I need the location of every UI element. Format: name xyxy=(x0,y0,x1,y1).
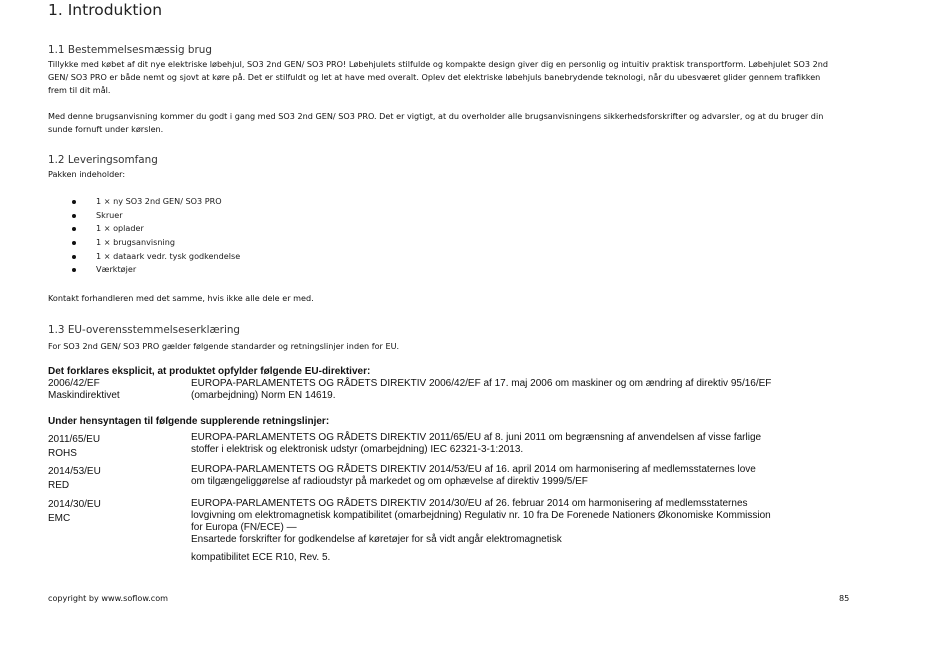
intended-use-paragraph-1 xyxy=(48,58,894,97)
list-item: 1 × brugsanvisning xyxy=(48,236,240,250)
bullet-icon xyxy=(72,255,76,259)
bullet-icon xyxy=(72,268,76,272)
delivery-note: Kontakt forhandleren med det samme, hvis ikke alle dele er med. xyxy=(48,293,314,303)
eu-directives-heading: Det forklares eksplicit, at produktet opfylder følgende EU-direktiver: xyxy=(48,366,371,377)
directive-code-2011-65: 2011/65/EU ROHS xyxy=(48,434,101,459)
chapter-heading: 1. Introduktion xyxy=(48,1,163,19)
eu-intro: For SO3 2nd GEN/ SO3 PRO gælder følgende standarder og retningslinjer inden for EU. xyxy=(48,341,400,351)
bullet-icon xyxy=(72,241,76,245)
paragraph-line: frem til dit mål. xyxy=(48,85,111,95)
directive-text-2011-65: EUROPA-PARLAMENTETS OG RÅDETS DIREKTIV 2011/65/EU af 8. juni 2011 om begrænsning af anvendelsen af visse farlige stoffer i elektrisk og elektronisk udstyr (omarbejdning) IEC 62321-3-1:2013. xyxy=(191,432,762,455)
delivery-intro: Pakken indeholder: xyxy=(48,169,126,179)
directive-text-2014-53: EUROPA-PARLAMENTETS OG RÅDETS DIREKTIV 2014/53/EU af 16. april 2014 om harmonisering af medlemsstaternes love om tilgængeliggørelse af radioudstyr på markedet og om ophævelse af direktiv 1999/5/EF xyxy=(191,464,756,487)
page-number: 85 xyxy=(839,593,850,603)
list-item: 1 × dataark vedr. tysk godkendelse xyxy=(48,250,240,264)
paragraph-line: sunde fornuft under kørslen. xyxy=(48,124,164,134)
bullet-icon xyxy=(72,227,76,231)
directive-code-2014-53: 2014/53/EU RED xyxy=(48,466,101,491)
intended-use-paragraph-2 xyxy=(48,110,894,136)
section-title-eu-declaration: 1.3 EU-overensstemmelseserklæring xyxy=(48,324,241,336)
list-item: 1 × oplader xyxy=(48,222,240,236)
list-item: Værktøjer xyxy=(48,263,240,277)
directive-code-2014-30: 2014/30/EU EMC xyxy=(48,499,101,524)
bullet-icon xyxy=(72,200,76,204)
bullet-icon xyxy=(72,214,76,218)
directive-text-2006-42: EUROPA-PARLAMENTETS OG RÅDETS DIREKTIV 2006/42/EF af 17. maj 2006 om maskiner og om ændring af direktiv 95/16/EF (omarbejdning) Norm EN 14619. xyxy=(191,378,772,401)
list-item: 1 × ny SO3 2nd GEN/ SO3 PRO xyxy=(48,195,240,209)
paragraph-line: Med denne brugsanvisning kommer du godt i gang med SO3 2nd GEN/ SO3 PRO. Det er vigtigt, at du overholder alle brugsanvisningens sikkerhedsforskrifter og advarsler, og at du bruger din xyxy=(48,111,824,121)
directive-text-2014-30-last: kompatibilitet ECE R10, Rev. 5. xyxy=(191,552,331,563)
section-title-delivery-scope: 1.2 Leveringsomfang xyxy=(48,154,158,166)
paragraph-line: Tillykke med købet af dit nye elektriske løbehjul, SO3 2nd GEN/ SO3 PRO! Løbehjulets stilfulde og kompakte design giver dig en personlig og intuitiv praktisk transportform. Løbehjulet SO3 2nd xyxy=(48,59,829,69)
supplementary-guidelines-heading: Under hensyntagen til følgende supplerende retningslinjer: xyxy=(48,416,330,427)
directive-code-2006-42: 2006/42/EF Maskindirektivet xyxy=(48,378,120,401)
package-contents-list xyxy=(48,195,240,277)
paragraph-line: GEN/ SO3 PRO er både nemt og sjovt at køre på. Det er stilfuldt og let at have med overalt. Oplev det elektriske løbehjuls banebrydende teknologi, når du ubesværet glider gennem trafikken xyxy=(48,72,821,82)
directive-text-2014-30: EUROPA-PARLAMENTETS OG RÅDETS DIREKTIV 2014/30/EU af 26. februar 2014 om harmonisering af medlemsstaternes lovgivning om elektromagnetisk kompatibilitet (omarbejdning) Regulativ nr. 10 fra De Forenede Nationers Økonomiske Kommission for Europa (FN/ECE) — Ensartede forskrifter for godkendelse af køretøjer for så vidt angår elektromagnetisk xyxy=(191,498,771,545)
footer-copyright: copyright by www.soflow.com xyxy=(48,593,169,603)
section-title-intended-use: 1.1 Bestemmelsesmæssig brug xyxy=(48,44,212,56)
list-item: Skruer xyxy=(48,209,240,223)
